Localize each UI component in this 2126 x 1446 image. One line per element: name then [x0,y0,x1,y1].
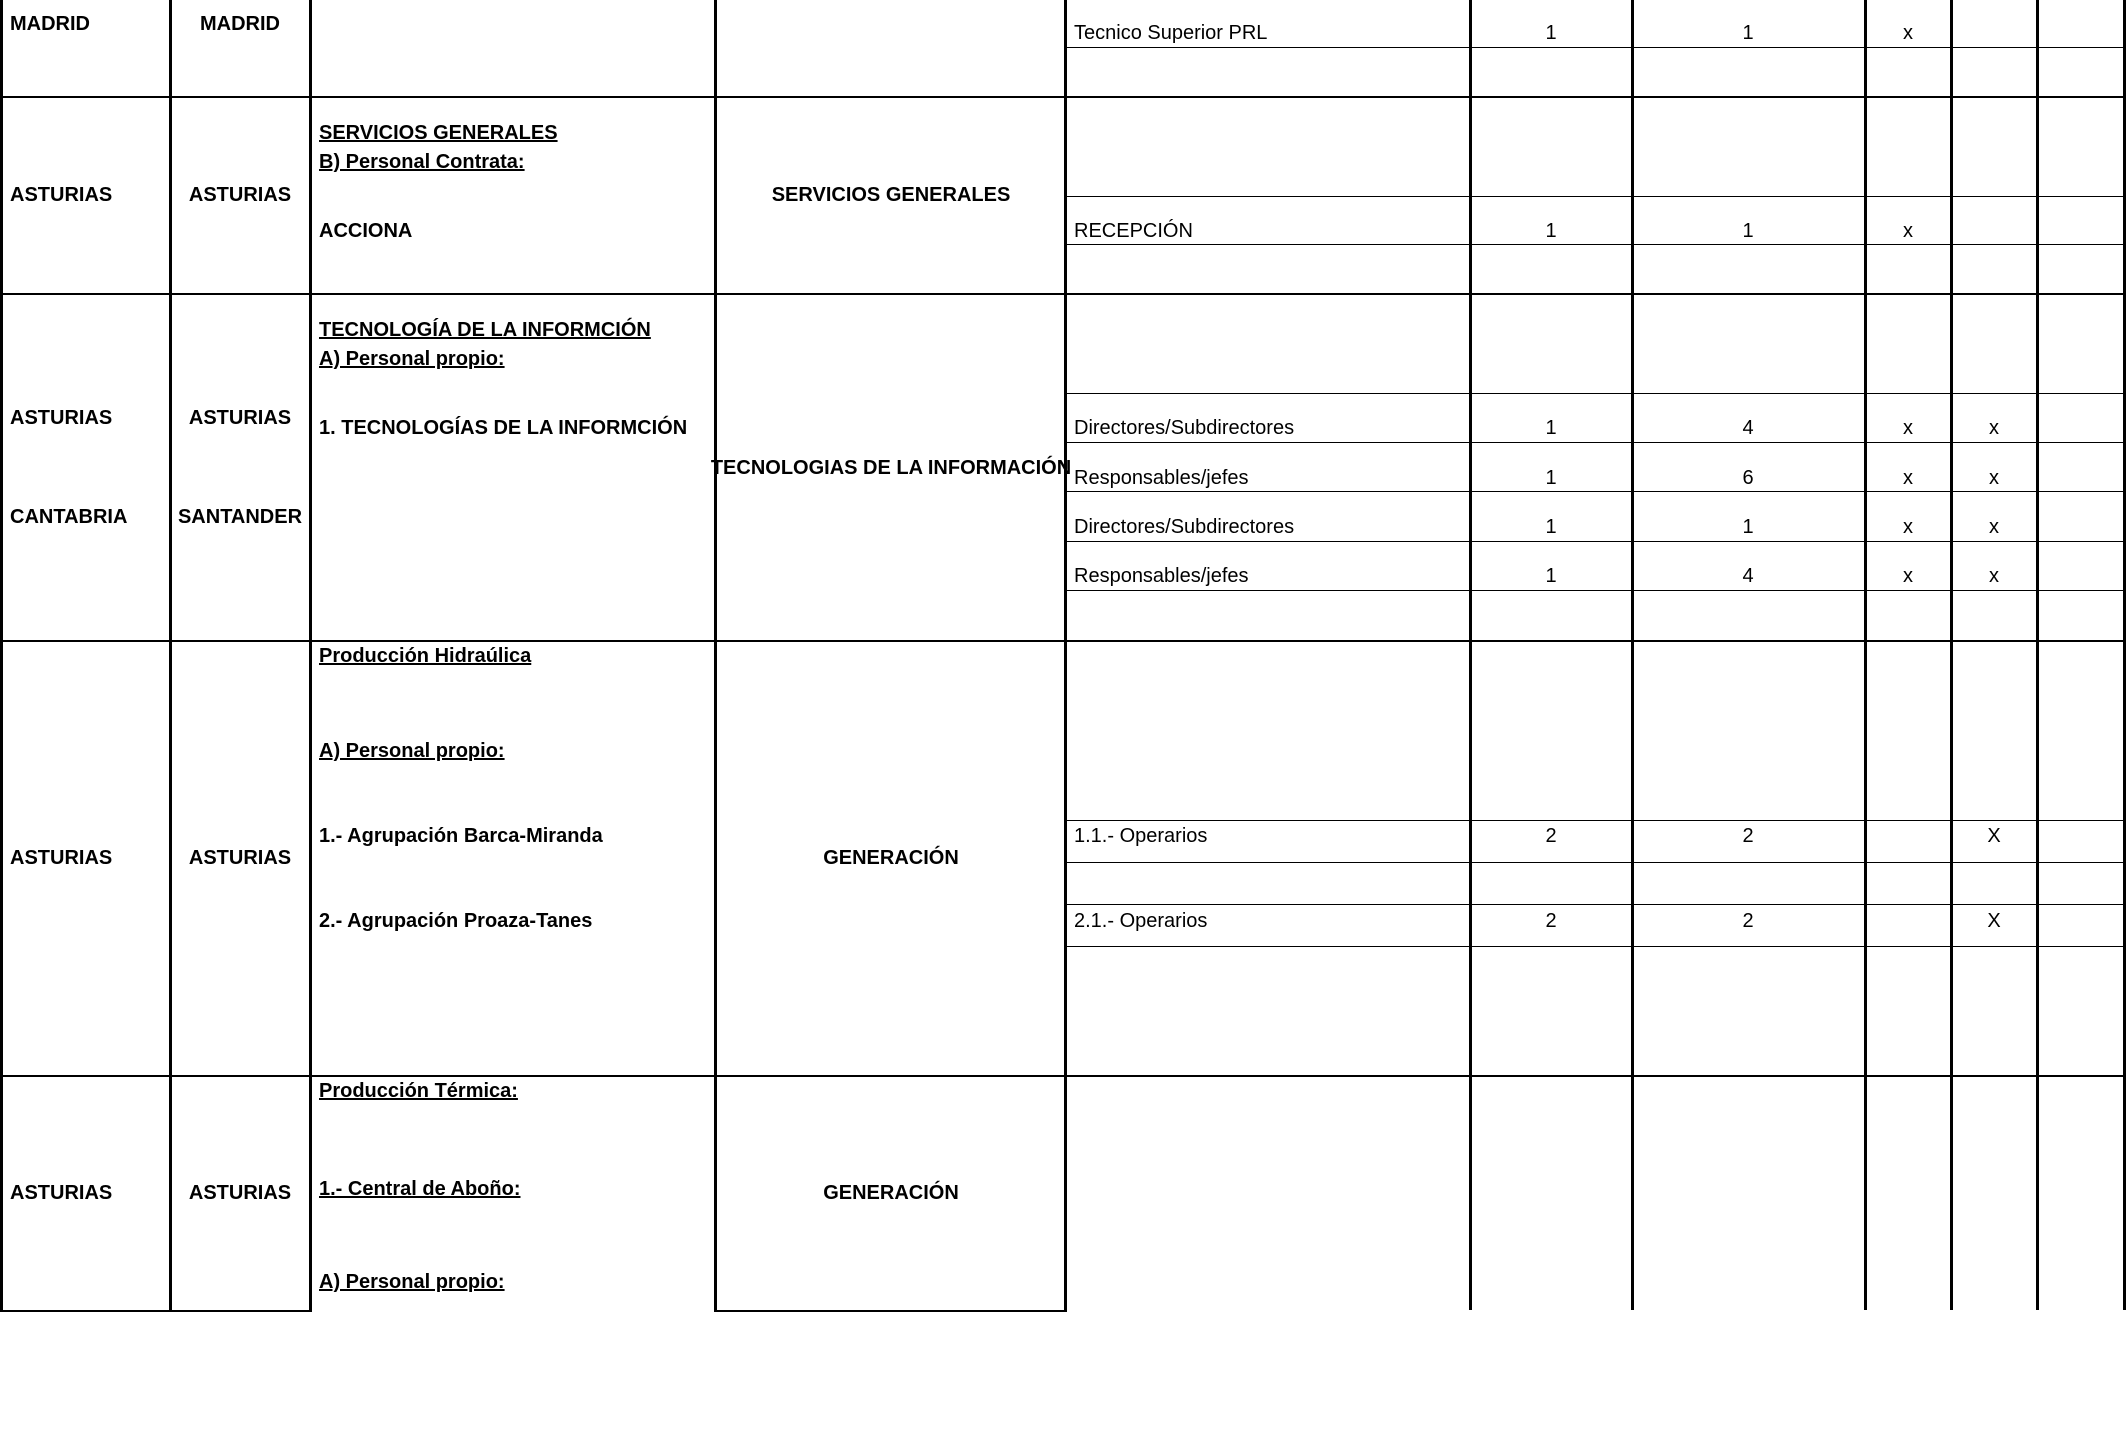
count-cell: 1 [1742,516,1754,538]
row-line [1064,393,2126,394]
provincia-cell: ASTURIAS [188,184,292,206]
count-cell: 1 [1545,22,1557,44]
row-line [1064,541,2126,542]
puesto-cell: 2.1.- Operarios [1074,910,1208,932]
count-cell: 1 [1545,516,1557,538]
count-cell: 1 [1545,417,1557,439]
row-line [1064,47,2126,48]
grid-line [714,0,717,1312]
row-line [1064,904,2126,905]
puesto-cell: Responsables/jefes [1074,565,1249,587]
section-item: ACCIONA [319,220,413,242]
grid-line [309,0,312,1312]
mark-cell: x [1989,565,1999,587]
comunidad-cell: ASTURIAS [10,847,113,869]
group-border [0,96,2126,98]
row-line [1064,862,2126,863]
row-line [1064,244,2126,245]
provincia-cell: ASTURIAS [188,1182,292,1204]
puesto-cell: Directores/Subdirectores [1074,417,1295,439]
grid-line [169,0,172,1312]
section-title: SERVICIOS GENERALES [319,122,558,144]
area-cell: GENERACIÓN [823,1182,959,1204]
row-line [1064,820,2126,821]
count-cell: 1 [1742,22,1754,44]
group-border [0,293,2126,295]
section-title: TECNOLOGÍA DE LA INFORMCIÓN [319,319,651,341]
area-cell: TECNOLOGIAS DE LA INFORMACIÓN [710,457,1072,479]
puesto-cell: 1.1.- Operarios [1074,825,1208,847]
puesto-cell: Directores/Subdirectores [1074,516,1295,538]
mark-cell: x [1989,417,1999,439]
count-cell: 2 [1545,910,1557,932]
mark-cell: x [1903,565,1913,587]
count-cell: 1 [1742,220,1754,242]
section-subtitle: B) Personal Contrata: [319,151,525,173]
count-cell: 6 [1742,467,1754,489]
mark-cell: x [1903,516,1913,538]
comunidad-cell: MADRID [10,13,90,35]
row-line [1064,491,2126,492]
section-title: Producción Hidraúlica [319,645,532,667]
section-subtitle: 1.- Central de Aboño: [319,1178,521,1200]
area-cell: GENERACIÓN [823,847,959,869]
count-cell: 4 [1742,565,1754,587]
count-cell: 1 [1545,565,1557,587]
comunidad-cell: ASTURIAS [10,407,113,429]
row-line [1064,590,2126,591]
row-line [1064,196,2126,197]
section-item: 1.- Agrupación Barca-Miranda [319,825,603,847]
count-cell: 2 [1742,825,1754,847]
count-cell: 4 [1742,417,1754,439]
mark-cell: x [1903,417,1913,439]
provincia-cell: MADRID [200,13,280,35]
comunidad-cell: CANTABRIA [10,506,128,528]
area-cell: SERVICIOS GENERALES [771,184,1011,206]
group-border [714,1310,1067,1312]
comunidad-cell: ASTURIAS [10,184,113,206]
comunidad-cell: ASTURIAS [10,1182,113,1204]
section-title: Producción Térmica: [319,1080,518,1102]
mark-cell: x [1989,516,1999,538]
row-line [1064,442,2126,443]
group-border [0,1310,311,1312]
count-cell: 1 [1545,220,1557,242]
row-line [1064,946,2126,947]
count-cell: 1 [1545,467,1557,489]
mark-cell: x [1903,220,1913,242]
section-item: 2.- Agrupación Proaza-Tanes [319,910,593,932]
mark-cell: x [1989,467,1999,489]
mark-cell: x [1903,467,1913,489]
section-subtitle: A) Personal propio: [319,740,505,762]
puesto-cell: Tecnico Superior PRL [1074,22,1268,44]
mark-cell: X [1987,910,2001,932]
provincia-cell: SANTANDER [177,506,303,528]
provincia-cell: ASTURIAS [188,847,292,869]
grid-line [0,0,3,1312]
group-border [0,1075,2126,1077]
section-item: A) Personal propio: [319,1271,505,1293]
group-border [0,640,2126,642]
count-cell: 2 [1545,825,1557,847]
provincia-cell: ASTURIAS [188,407,292,429]
count-cell: 2 [1742,910,1754,932]
section-item: 1. TECNOLOGÍAS DE LA INFORMCIÓN [319,417,688,439]
puesto-cell: RECEPCIÓN [1074,220,1193,242]
section-subtitle: A) Personal propio: [319,348,505,370]
puesto-cell: Responsables/jefes [1074,467,1249,489]
mark-cell: x [1903,22,1913,44]
mark-cell: X [1987,825,2001,847]
